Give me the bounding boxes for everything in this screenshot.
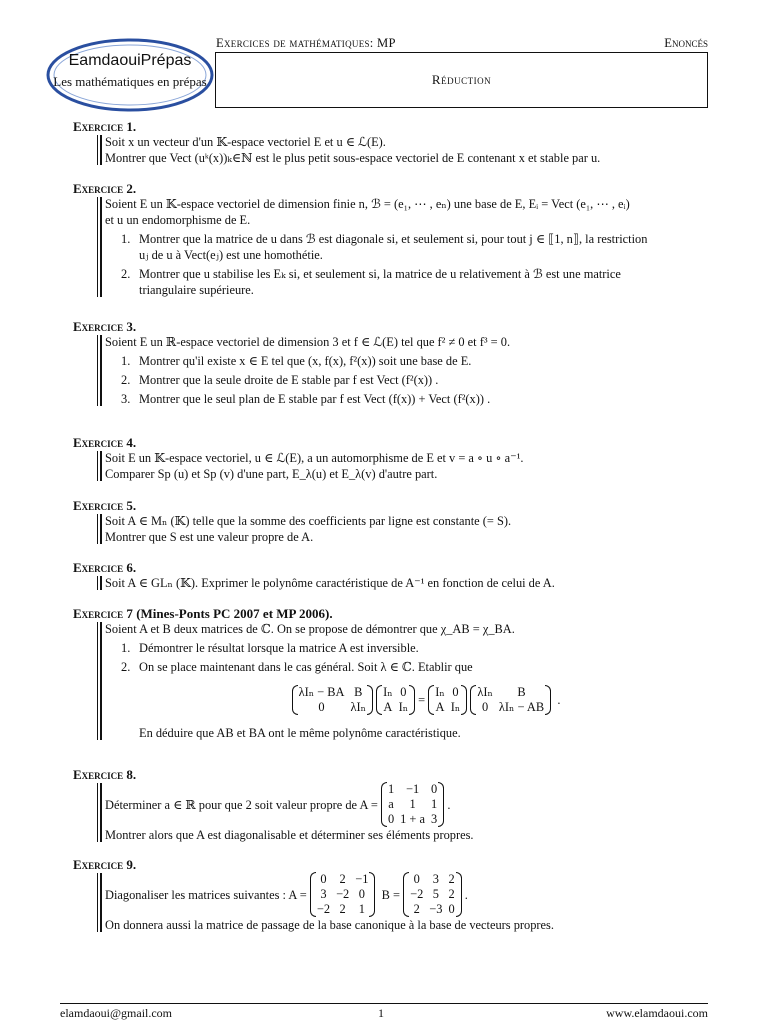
text-line: Soit E un 𝕂-espace vectoriel, u ∈ ℒ(E), a un automorphisme de E et v = a ∘ u ∘ a⁻¹. xyxy=(105,451,524,465)
matrix-a: 1 −1 0 a 1 1 0 1 + a 3 xyxy=(381,782,444,827)
matrix-a: 0 2 −1 3 −2 0 −2 2 1 xyxy=(310,872,376,917)
list-item: 1. Montrer qu'il existe x ∈ E tel que (x, f(x), f²(x)) soit une base de E. xyxy=(121,354,472,368)
logo xyxy=(46,38,214,112)
list-item: 2. Montrer que u stabilise les Eₖ si, et seulement si, la matrice de u relativement à ℬ est une matrice triangulaire supérieure. xyxy=(121,267,621,297)
matrix: λIₙ B 0 λIₙ − AB xyxy=(470,685,551,715)
page-title: Réduction xyxy=(215,52,708,108)
exercise-title: Exercice 6. xyxy=(73,560,137,575)
exercise-4 xyxy=(73,436,713,482)
exercise-title: Exercice 1. xyxy=(73,119,137,134)
text-line: et u un endomorphisme de E. xyxy=(105,213,251,227)
exercise-source: (Mines-Ponts PC 2007 et MP 2006). xyxy=(136,606,333,621)
text-line: Soit A ∈ Mₙ (𝕂) telle que la somme des coefficients par ligne est constante (= S). xyxy=(105,514,512,528)
exercise-7 xyxy=(73,607,713,741)
exercise-8: Exercice 8. Déterminer a ∈ ℝ pour que 2 soit valeur propre de A = 1 −1 0 a 1 1 0 1 + a 3 . Montrer alors que A est diagonalisable et déterminer ses éléments propres. xyxy=(73,768,713,843)
page-number: 1 xyxy=(378,1006,384,1020)
block-equation: λIₙ − BA B 0 λIₙ Iₙ 0 A Iₙ = Iₙ 0 A Iₙ λIₙ B 0 λIₙ − AB . xyxy=(139,685,713,715)
text-line: Déterminer a ∈ ℝ pour que 2 soit valeur propre de A = xyxy=(105,797,378,812)
text-line: Soit x un vecteur d'un 𝕂-espace vectoriel E et u ∈ ℒ(E). xyxy=(105,135,386,149)
matrix-b: 0 3 2 −2 5 2 2 −3 0 xyxy=(403,872,462,917)
text-line: Comparer Sp (u) et Sp (v) d'une part, E_λ(u) et E_λ(v) d'autre part. xyxy=(105,467,438,481)
text-line: Soient A et B deux matrices de ℂ. On se propose de démontrer que χ_AB = χ_BA. xyxy=(105,622,515,636)
text-line: Diagonaliser les matrices suivantes : A = xyxy=(105,887,307,902)
text-line: Soient E un ℝ-espace vectoriel de dimension 3 et f ∈ ℒ(E) tel que f² ≠ 0 et f³ = 0. xyxy=(105,335,511,349)
text-line: On donnera aussi la matrice de passage de la base canonique à la base de vecteurs propres. xyxy=(105,918,554,932)
logo-name: EamdaouiPrépas xyxy=(68,52,192,69)
exercise-5 xyxy=(73,499,713,545)
exercise-title: Exercice 5. xyxy=(73,498,137,513)
matrix: λIₙ − BA B 0 λIₙ xyxy=(292,685,373,715)
text-line: Montrer alors que A est diagonalisable et déterminer ses éléments propres. xyxy=(105,828,474,842)
list-item: 2. Montrer que la seule droite de E stable par f est Vect (f²(x)) . xyxy=(121,373,439,387)
list-item: 3. Montrer que le seul plan de E stable par f est Vect (f(x)) + Vect (f²(x)) . xyxy=(121,392,491,406)
exercise-9: Exercice 9. Diagonaliser les matrices suivantes : A = 0 2 −1 3 −2 0 −2 2 1 B = 0 3 2 −2 5 2 2 −3 0 . On donnera aussi la matrice de passage de la base canonique à la base de vecteurs propres. xyxy=(73,858,713,933)
exercise-title: Exercice 8. xyxy=(73,767,137,782)
list-item: 1. Montrer que la matrice de u dans ℬ est diagonale si, et seulement si, pour tout j ∈ ⟦1, n⟧, la restriction uⱼ de u à Vect(eⱼ) est une homothétie. xyxy=(121,232,648,262)
text-line: Soit A ∈ GLₙ (𝕂). Exprimer le polynôme caractéristique de A⁻¹ en fonction de celui de A. xyxy=(105,576,555,590)
list-item: 2. On se place maintenant dans le cas général. Soit λ ∈ ℂ. Etablir que λIₙ − BA B 0 λIₙ Iₙ 0 A Iₙ = Iₙ 0 A Iₙ λIₙ B 0 λIₙ − AB . En déduire que AB et BA ont le même polynôme caractéristique. xyxy=(121,659,713,741)
exercise-title: Exercice 4. xyxy=(73,435,137,450)
text-line: Montrer que Vect (uᵏ(x))ₖ∈ℕ est le plus petit sous-espace vectoriel de E contenant x et stable par u. xyxy=(105,151,601,165)
footer-email[interactable]: elamdaoui@gmail.com xyxy=(60,1006,173,1020)
list-item: 1. Démontrer le résultat lorsque la matrice A est inversible. xyxy=(121,641,419,655)
exercise-title: Exercice 2. xyxy=(73,181,137,196)
exercise-1 xyxy=(73,120,713,166)
text-line: Montrer que S est une valeur propre de A. xyxy=(105,530,314,544)
exercise-title: Exercice 3. xyxy=(73,319,137,334)
matrix: Iₙ 0 A Iₙ xyxy=(376,685,415,715)
matrix: Iₙ 0 A Iₙ xyxy=(428,685,467,715)
exercise-2 xyxy=(73,182,713,298)
footer-website[interactable]: www.elamdaoui.com xyxy=(606,1006,708,1020)
exercise-title: Exercice 9. xyxy=(73,857,137,872)
exercise-6 xyxy=(73,561,713,591)
logo-tagline: Les mathématiques en prépas xyxy=(53,74,207,89)
matrix-b-label: B = xyxy=(381,887,400,902)
footer-divider xyxy=(60,1003,708,1004)
text-line: Soient E un 𝕂-espace vectoriel de dimension finie n, ℬ = (e₁, ⋯ , eₙ) une base de E, Eᵢ = Vect (e₁, ⋯ , eᵢ) xyxy=(105,197,630,211)
exercise-title: Exercice 7 xyxy=(73,606,133,621)
header-section: Enoncés xyxy=(664,36,708,50)
header-course: Exercices de mathématiques: MP xyxy=(216,36,396,50)
exercise-3 xyxy=(73,320,713,407)
